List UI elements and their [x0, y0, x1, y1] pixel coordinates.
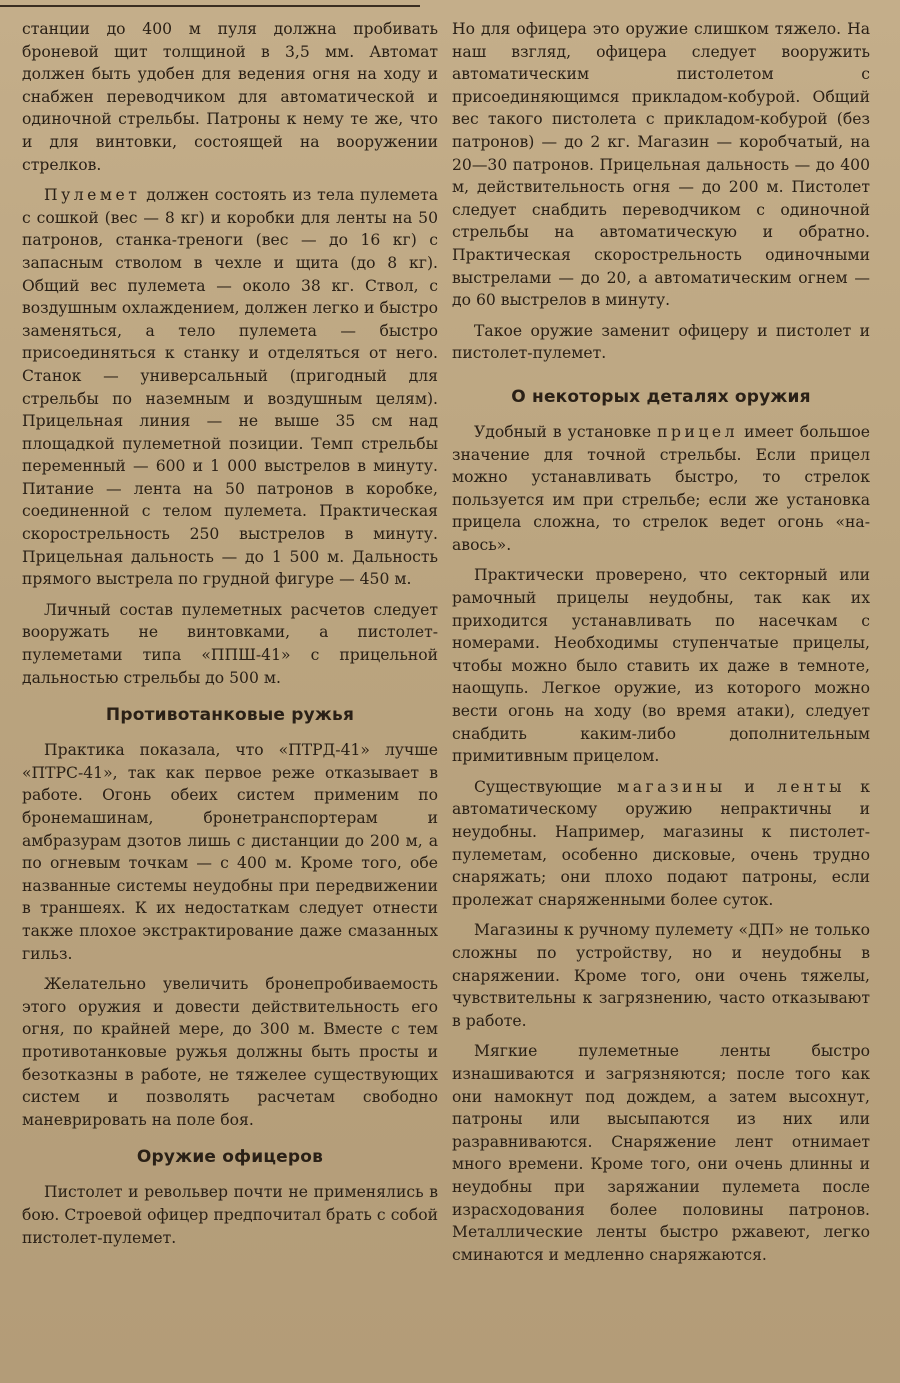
spaced-term: магазины и ленты [617, 777, 846, 796]
paragraph-belts: Мягкие пулеметные ленты быстро изнашиваются и загрязняются; после того как они намокнут под дождем, а затем высохнут, патроны или высыпаются из них или разравниваются. Снаряжение лент отнимает много времени. Кроме того, они очень длинны и неудобны при заряжании пулемета после израсходования более половины патронов. Металлические ленты быстро ржавеют, легко сминаются и медленно снаряжаются. [452, 1042, 870, 1264]
paragraph-officers-pistol: Пистолет и револьвер почти не применялись в бою. Строевой офицер предпочитал брать с собой пистолет-пулемет. [22, 1183, 438, 1247]
right-column [452, 18, 870, 1274]
left-column [22, 18, 438, 1257]
paragraph-antitank-improvement: Желательно увеличить бронепробиваемость этого оружия и довести действительность его огня, по крайней мере, до 300 м. Вместе с тем противотанковые ружья должны быть просты и безотказны в работе, не тяжелее существующих систем и позволять расчетам свободно маневрировать на поле боя. [22, 975, 438, 1129]
top-rule [0, 5, 420, 7]
spaced-term: прицел [657, 422, 739, 441]
spaced-term: Пулемет [44, 186, 141, 205]
paragraph-dp-magazines: Магазины к ручному пулемету «ДП» не только сложны по устройству, но и неудобны в снаряжении. Кроме того, они очень тяжелы, чувствительны к загрязнению, часто отказывают в работе. [452, 921, 870, 1030]
heading-antitank-rifles: Противотанковые ружья [105, 705, 355, 726]
heading-weapon-details: О некоторых деталях оружия [511, 386, 811, 407]
paragraph-replacement: Такое оружие заменит офицеру и пистолет и пистолет-пулемет. [452, 321, 870, 363]
paragraph-magazines: Существующие магазины и ленты к автоматическому оружию непрактичны и неудобны. Например, магазины к пистолет-пулеметам, особенно дисковые, очень трудно снаряжать; они плохо подают патроны, если пролежат снаряженными более суток. [452, 777, 871, 909]
paragraph-antitank-practice: Практика показала, что «ПТРД-41» лучше «ПТРС-41», так как первое реже отказывает в работе. Огонь обеих систем применим по бронемашинам, бронетранспортерам и амбразурам дзотов лишь с дистанции до 200 м, а по огневым точкам — с 400 м. Кроме того, обе названные системы неудобны при передвижении в траншеях. К их недостаткам следует отнести также плохое экстрактирование даже смазанных гильз. [22, 741, 438, 963]
paragraph-sight-types: Практически проверено, что секторный или рамочный прицелы неудобны, так как их приходится устанавливать по насечкам с номерами. Необходимы ступенчатые прицелы, чтобы можно было ставить их даже в темноте, наощупь. Легкое оружие, из которого можно вести огонь на ходу (во время атаки), следует снабдить каким-либо дополнительным примитивным прицелом. [452, 566, 870, 766]
paragraph-crew-armament: Личный состав пулеметных расчетов следует вооружать не винтовками, а пистолет-пулеметами типа «ППШ-41» с прицельной дальностью стрельбы до 500 м. [22, 600, 438, 687]
paragraph-sight: Удобный в установке прицел имеет большое значение для точной стрельбы. Если прицел можно устанавливать быстро, то стрелок пользуется им при стрельбе; если же установка прицела сложна, то стрелок ведет огонь «на-авось». [452, 422, 870, 554]
heading-officers-weapons: Оружие офицеров [136, 1147, 324, 1168]
paragraph-machine-gun: Пулемет должен состоять из тела пулемета с сошкой (вес — 8 кг) и коробки для ленты на 50 патронов, станка-треноги (вес — до 16 кг) с запасным стволом в чехле и щита (до 8 кг). Общий вес пулемета — около 38 кг. Ствол, с воздушным охлаждением, должен легко и быстро заменяться, а тело пулемета — быстро присоединяться к станку и отделяться от него. Станок — универсальный (пригодный для стрельбы по наземным и воздушным целям). Прицельная линия — не выше 35 см над площадкой пулеметной позиции. Темп стрельбы переменный — 600 и 1 000 выстрелов в минуту. Питание — лента на 50 патронов в коробке, соединенной с телом пулемета. Практическая скорострельность 250 выстрелов в минуту. Прицельная дальность — до 1 500 м. Дальность прямого выстрела по грудной фигуре — 450 м. [22, 186, 438, 589]
paragraph-automat-continued: станции до 400 м пуля должна пробивать броневой щит толщиной в 3,5 мм. Автомат должен быть удобен для ведения огня на ходу и снабжен переводчиком для автоматической и одиночной стрельбы. Патроны к нему те же, что и для винтовки, состоящей на вооружении стрелков. [22, 20, 438, 174]
paragraph-officer-weapon: Но для офицера это оружие слишком тяжело. На наш взгляд, офицера следует вооружить автоматическим пистолетом с присоединяющимся прикладом-кобурой. Общий вес такого пистолета с прикладом-кобурой (без патронов) — до 2 кг. Магазин — коробчатый, на 20—30 патронов. Прицельная дальность — до 400 м, действительность огня — до 200 м. Пистолет следует снабдить переводчиком с одиночной стрельбы на автоматическую и обратно. Практическая скорострельность одиночными выстрелами — до 20, а автоматическим огнем — до 60 выстрелов в минуту. [452, 20, 870, 310]
